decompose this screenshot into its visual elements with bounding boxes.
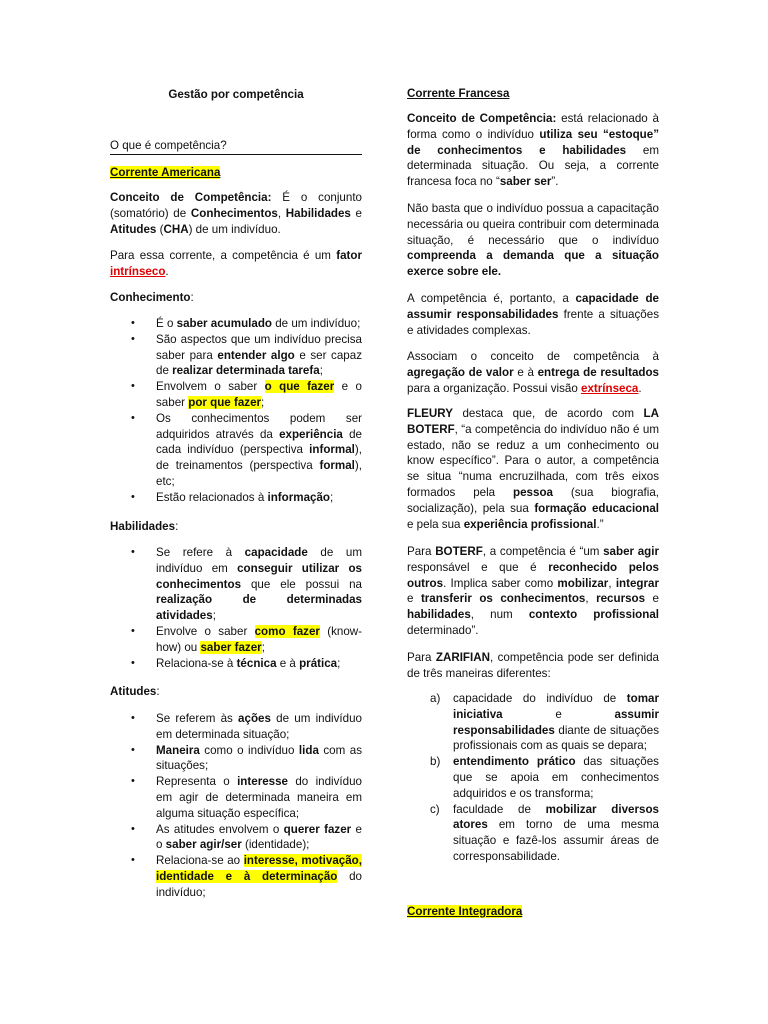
paragraph-capacidade: A competência é, portanto, a capacidade de assumir responsabilidades frente a situações e atividades complexas. xyxy=(407,292,659,337)
list-zarifian xyxy=(407,691,659,865)
paragraph-fator-intrinseco: Para essa corrente, a competência é um fator intrínseco. xyxy=(110,249,362,278)
list-item: • As atitudes envolvem o querer fazer e o saber agir/ser (identidade); xyxy=(131,822,362,852)
paragraph-conceito-americana: Conceito de Competência: É o conjunto (somatório) de Conhecimentos, Habilidades e Atitudes (CHA) de um indivíduo. xyxy=(110,191,363,236)
page-title: Gestão por competência xyxy=(168,88,304,101)
list-item: • Se refere à capacidade de um indivíduo em conseguir utilizar os conhecimentos que ele possui na realização de determinadas atividades; xyxy=(131,546,362,623)
section-heading-corrente-americana: Corrente Americana xyxy=(110,166,221,179)
list-item: • Se referem às ações de um indivíduo em determinada situação; xyxy=(131,712,362,741)
list-item: • Representa o interesse do indivíduo em agir de determinada maneira em alguma situação específica; xyxy=(131,775,362,820)
question-heading: O que é competência? xyxy=(110,138,362,155)
list-item: • Envolve o saber como fazer (know-how) ou saber fazer; xyxy=(131,624,362,654)
subheading-habilidades: Habilidades: xyxy=(110,520,179,533)
list-item: • Relaciona-se ao interesse, motivação, identidade e à determinação do indivíduo; xyxy=(131,854,362,899)
paragraph-fleury: FLEURY destaca que, de acordo com LA BOTERF, “a competência do indivíduo não é um estado, não se reduz a um conhecimento ou know específico”. Para o autor, a competência se situa “numa encruzilhada, com três eixos formados pela pessoa (sua biografia, socialização), pela sua formação educacional e pela sua experiência profissional.” xyxy=(407,407,659,531)
subheading-atitudes: Atitudes: xyxy=(110,685,160,698)
list-item: • São aspectos que um indivíduo precisa saber para entender algo e ser capaz de realizar determinada tarefa; xyxy=(131,332,362,378)
list-item: • Maneira como o indivíduo lida com as situações; xyxy=(131,743,362,773)
paragraph-boterf: Para BOTERF, a competência é “um saber agir responsável e que é reconhecido pelos outros. Implica saber como mobilizar, integrar e transferir os conhecimentos, recursos e habilidades, num contexto profissional determinado”. xyxy=(407,545,660,637)
paragraph-agregacao: Associam o conceito de competência à agregação de valor e à entrega de resultados para a organização. Possui visão extrínseca. xyxy=(407,350,660,395)
list-item: a) capacidade do indivíduo de tomar iniciativa e assumir responsabilidades diante de situações profissionais com as quais se depara; xyxy=(430,692,659,753)
list-item: • Envolvem o saber o que fazer e o saber por que fazer; xyxy=(131,380,362,409)
paragraph-zarifian: Para ZARIFIAN, competência pode ser definida de três maneiras diferentes: xyxy=(407,651,659,680)
list-item: c) faculdade de mobilizar diversos atores em torno de uma mesma situação e fazê-los assumir áreas de corresponsabilidade. xyxy=(430,802,659,863)
list-habilidades xyxy=(110,545,362,671)
list-item: • Estão relacionados à informação; xyxy=(131,490,334,504)
paragraph-conceito-francesa: Conceito de Competência: está relacionado à forma como o indivíduo utiliza seu “estoque” de conhecimentos e habilidades em determinada situação. Ou seja, a corrente francesa foca no “saber ser”. xyxy=(407,112,660,189)
list-item: • É o saber acumulado de um indivíduo; xyxy=(131,317,361,330)
list-item: b) entendimento prático das situações que se apoia em conhecimentos adquiridos e os transforma; xyxy=(430,755,659,800)
list-atitudes xyxy=(110,711,362,901)
subheading-conhecimento: Conhecimento: xyxy=(110,291,194,304)
list-item: • Relaciona-se à técnica e à prática; xyxy=(131,656,341,670)
section-heading-corrente-francesa: Corrente Francesa xyxy=(407,87,510,100)
list-item: • Os conhecimentos podem ser adquiridos através da experiência de cada indivíduo (perspectiva informal), de treinamentos (perspectiva formal), etc; xyxy=(131,411,363,488)
section-heading-corrente-integradora: Corrente Integradora xyxy=(407,905,523,918)
list-conhecimento xyxy=(110,316,362,506)
paragraph-nao-basta: Não basta que o indivíduo possua a capacitação necessária ou queira contribuir com determinada situação, é necessário que o indivíduo compreenda a demanda que a situação exerce sobre ele. xyxy=(407,202,659,279)
